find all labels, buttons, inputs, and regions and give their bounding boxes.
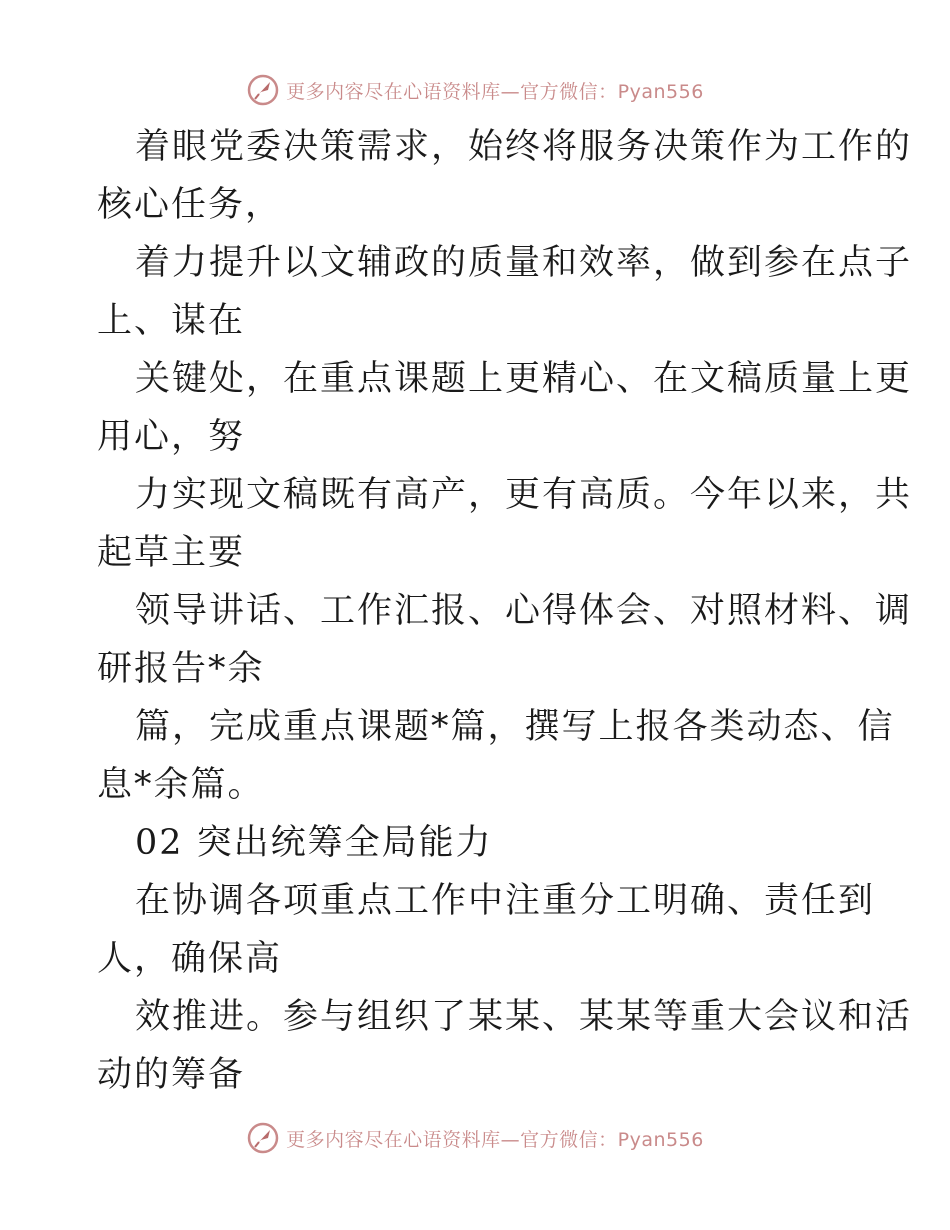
section-heading: 02 突出统筹全局能力: [135, 823, 493, 863]
text-line: 人，确保高: [97, 939, 283, 979]
text-line: 研报告*余: [97, 649, 265, 689]
text-line: 领导讲话、工作汇报、心得体会、对照材料、调: [135, 591, 913, 631]
text-line: 着眼党委决策需求，始终将服务决策作为工作的: [135, 127, 913, 167]
text-line: 上、谋在: [97, 301, 246, 341]
text-line: 息*余篇。: [97, 765, 265, 805]
quill-logo-icon: [246, 1121, 280, 1155]
text-line: 篇，完成重点课题*篇，撰写上报各类动态、信: [135, 707, 895, 747]
footer-banner-text: 更多内容尽在心语资料库—官方微信：Pyan556: [286, 1128, 704, 1151]
text-line: 动的筹备: [97, 1055, 246, 1095]
document-body: [0, 118, 950, 1104]
text-line: 着力提升以文辅政的质量和效率，做到参在点子: [135, 243, 913, 283]
header-watermark: [0, 70, 950, 110]
header-banner-text: 更多内容尽在心语资料库—官方微信：Pyan556: [286, 80, 704, 103]
text-line: 起草主要: [97, 533, 246, 573]
text-line: 在协调各项重点工作中注重分工明确、责任到: [135, 881, 876, 921]
text-line: 用心，努: [97, 417, 246, 457]
quill-logo-icon: [246, 73, 280, 107]
text-line: 效推进。参与组织了某某、某某等重大会议和活: [135, 997, 913, 1037]
text-line: 力实现文稿既有高产，更有高质。今年以来，共: [135, 475, 913, 515]
text-line: 关键处，在重点课题上更精心、在文稿质量上更: [135, 359, 913, 399]
footer-watermark: [0, 1118, 950, 1158]
text-line: 核心任务，: [97, 185, 283, 225]
